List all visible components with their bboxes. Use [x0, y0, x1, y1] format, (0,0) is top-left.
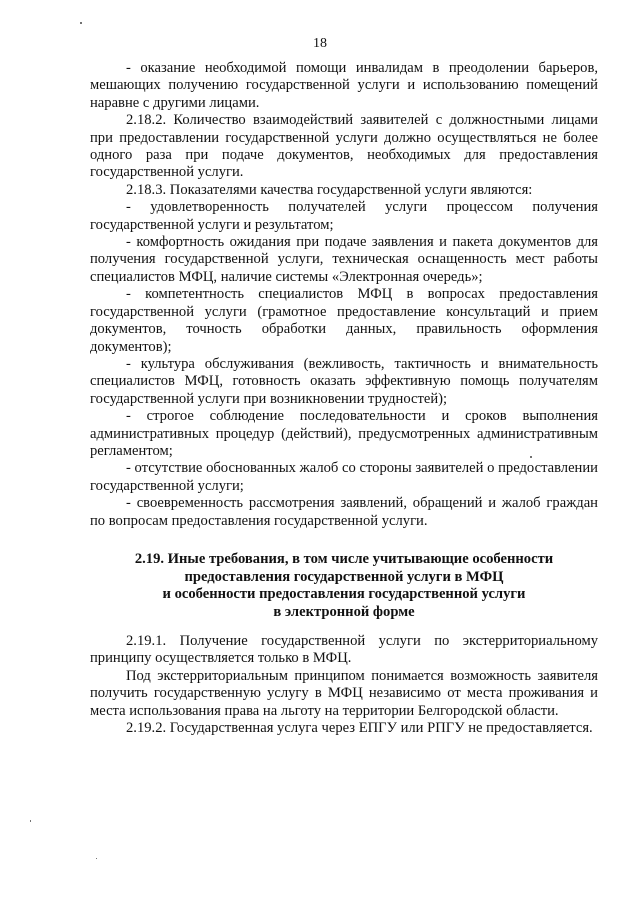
paragraph: 2.19.1. Получение государственной услуги по экстерриториальному принципу осуществляется только в МФЦ.: [90, 633, 598, 667]
section-heading-2-19: [90, 551, 598, 621]
paragraph: 2.18.2. Количество взаимодействий заявителей с должностными лицами при предоставлении государственной услуги должно осуществляться не более одного раза при подаче документов, необходимых для предоставления государственной услуги.: [90, 112, 598, 181]
paragraph: 2.19.2. Государственная услуга через ЕПГУ или РПГУ не предоставляется.: [126, 720, 593, 737]
body-text-section-2-19: [90, 633, 598, 737]
heading-line: 2.19. Иные требования, в том числе учитывающие особенности: [134, 551, 554, 567]
body-text-section-2-18: [90, 60, 598, 530]
paragraph: - компетентность специалистов МФЦ в вопросах предоставления государственной услуги (грамотное предоставление консультаций и прием документов, точность обработки данных, правильность оформления документов);: [90, 286, 598, 355]
scan-speck: [30, 820, 31, 822]
heading-line: и особенности предоставления государственной услуги: [162, 586, 526, 603]
heading-line: предоставления государственной услуги в МФЦ: [184, 568, 504, 585]
paragraph: Под экстерриториальным принципом понимается возможность заявителя получить государственную услугу в МФЦ независимо от места проживания и места использования права на льготу на территории Белгородской области.: [90, 667, 598, 719]
paragraph: - своевременность рассмотрения заявлений, обращений и жалоб граждан по вопросам предоставления государственной услуги.: [90, 495, 598, 529]
paragraph: - строгое соблюдение последовательности и сроков выполнения административных процедур (действий), предусмотренных административным регламентом;: [90, 408, 598, 459]
paragraph: - оказание необходимой помощи инвалидам в преодолении барьеров, мешающих получению государственной услуги и использованию помещений наравне с другими лицами.: [90, 60, 598, 111]
paragraph: 2.18.3. Показателями качества государственной услуги являются:: [126, 181, 533, 198]
heading-line: в электронной форме: [273, 603, 415, 620]
paragraph: - отсутствие обоснованных жалоб со стороны заявителей о предоставлении государственной услуги;: [90, 460, 598, 494]
scan-speck: [96, 858, 97, 859]
paragraph: - комфортность ожидания при подаче заявления и пакета документов для получения государственной услуги, техническая оснащенность мест работы специалистов МФЦ, наличие системы «Электронная очередь»;: [90, 234, 598, 285]
scan-speck: [530, 456, 532, 458]
paragraph: - удовлетворенность получателей услуги процессом получения государственной услуги и результатом;: [90, 199, 598, 233]
page-number: 18: [313, 36, 327, 51]
paragraph: - культура обслуживания (вежливость, тактичность и внимательность специалистов МФЦ, готовность оказать эффективную помощь получателям государственной услуги при возникновении трудностей);: [90, 355, 598, 407]
scan-speck: [80, 22, 82, 24]
